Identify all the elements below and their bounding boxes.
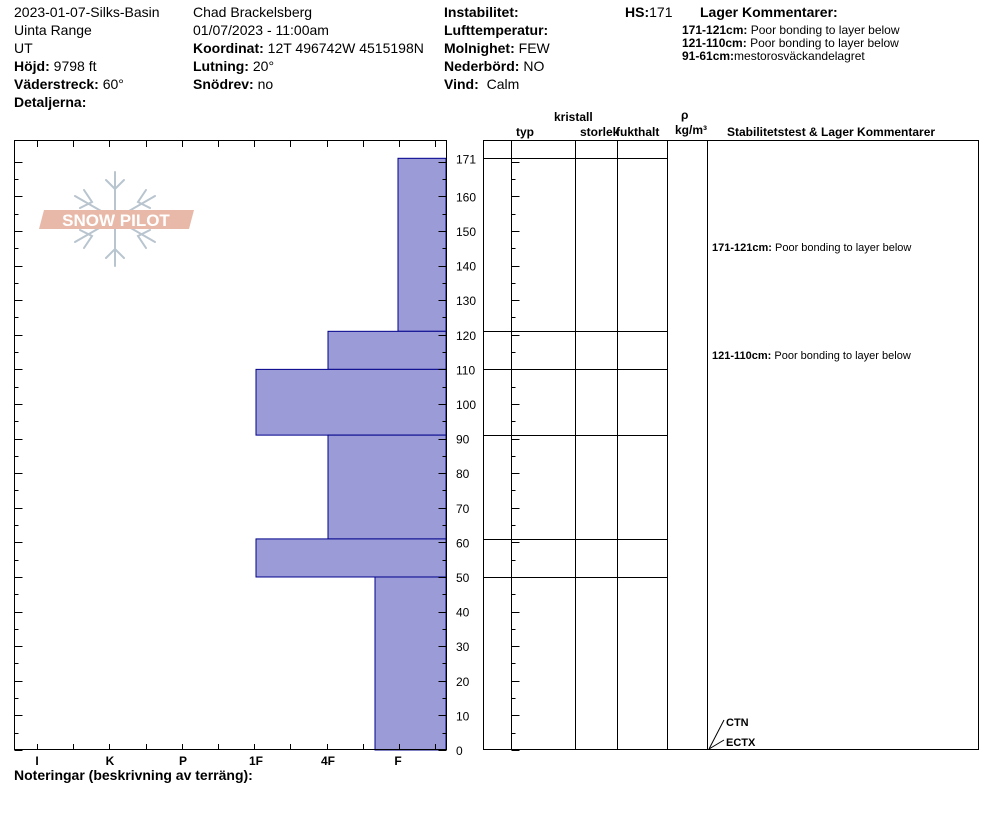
x-tick-label: F [394, 754, 402, 768]
y-tick-label: 90 [456, 432, 470, 447]
observation-datetime: 01/07/2023 - 11:00am [193, 22, 329, 38]
y-tick-label: 70 [456, 501, 470, 516]
hardness-bar [328, 435, 446, 539]
drift-value: no [257, 76, 274, 92]
slope-label: Lutning: [193, 58, 249, 74]
instability-label: Instabilitet: [444, 4, 519, 20]
slope-value: 20° [252, 58, 275, 74]
x-tick-label: P [178, 754, 188, 768]
precip-value: NO [523, 58, 545, 74]
y-tick-label: 150 [456, 224, 477, 239]
rho-header: ρ [681, 108, 689, 122]
wind-label: Vind: [444, 76, 479, 92]
x-tick-label: 1F [248, 754, 264, 768]
y-tick-label: 20 [456, 674, 470, 689]
notes-label: Noteringar (beskrivning av terräng): [14, 767, 253, 783]
stability-test-label: CTN [726, 717, 749, 729]
size-header: storlek [580, 125, 620, 139]
hardness-bar [328, 331, 446, 369]
layer-comments-title: Lager Kommentarer: [700, 4, 838, 20]
moisture-header: fukthalt [616, 125, 660, 139]
y-tick-label: 30 [456, 640, 470, 655]
layer-comment-range: 91-61cm: [682, 49, 735, 63]
hs-value: 171 [649, 4, 673, 20]
stability-comment-text: Poor bonding to layer below [774, 349, 911, 362]
hardness-bar [256, 539, 446, 577]
range-name: Uinta Range [14, 22, 92, 38]
precip-label: Nederbörd: [444, 58, 520, 74]
layer-comment-range: 171-121cm: [682, 23, 748, 37]
wind-value: Calm [486, 76, 520, 92]
layer-comment-text: Poor bonding to layer below [750, 36, 899, 50]
layer-comment-range: 121-110cm: [682, 36, 747, 50]
y-tick-label: 171 [456, 152, 477, 167]
stability-comment-text: Poor bonding to layer below [775, 242, 912, 255]
aspect-label: Väderstreck: [14, 76, 99, 92]
details-label: Detaljerna: [14, 94, 87, 110]
stability-comment-range: 171-121cm: [712, 242, 772, 255]
snowpilot-logo [39, 172, 194, 266]
y-tick-label: 60 [456, 536, 470, 551]
y-tick-label: 50 [456, 570, 470, 585]
y-tick-label: 100 [456, 397, 477, 412]
elevation-label: Höjd: [14, 58, 50, 74]
state-name: UT [14, 40, 33, 56]
clouds-label: Molnighet: [444, 40, 515, 56]
y-tick-label: 110 [456, 363, 476, 378]
layer-table-frame [484, 141, 979, 750]
hardness-bar [256, 369, 446, 435]
density-unit-header: kg/m³ [675, 123, 708, 137]
aspect-value: 60° [102, 76, 124, 92]
logo-text: SNOW PILOT [62, 211, 170, 230]
y-tick-label: 140 [456, 259, 477, 274]
drift-label: Snödrev: [193, 76, 254, 92]
x-tick-label: K [105, 754, 115, 768]
clouds-value: FEW [518, 40, 550, 56]
layer-comment-text: mestorosväckandelagret [734, 49, 865, 63]
x-tick-label: I [35, 754, 39, 768]
stability-comment-2 [712, 350, 911, 362]
y-tick-label: 80 [456, 467, 470, 482]
observer-name: Chad Brackelsberg [193, 4, 313, 20]
y-tick-label: 40 [456, 605, 470, 620]
y-tick-label: 120 [456, 328, 477, 343]
stability-comment-1 [712, 242, 911, 254]
type-header: typ [516, 125, 534, 139]
air-temp-label: Lufttemperatur: [444, 22, 549, 38]
hardness-bar [375, 577, 446, 750]
y-tick-label: 160 [456, 190, 477, 205]
elevation-value: 9798 ft [53, 58, 97, 74]
y-tick-label: 0 [456, 744, 463, 758]
y-tick-label: 130 [456, 294, 477, 309]
coordinate-label: Koordinat: [193, 40, 264, 56]
crystal-header: kristall [554, 110, 593, 124]
site-name: 2023-01-07-Silks-Basin [14, 4, 160, 20]
hardness-bar [398, 158, 446, 331]
hs-label: HS: [625, 4, 650, 20]
x-tick-label: 4F [320, 754, 336, 768]
coordinate-value: 12T 496742W 4515198N [267, 40, 424, 56]
stability-header: Stabilitetstest & Lager Kommentarer [727, 125, 936, 139]
stability-comment-range: 121-110cm: [712, 349, 772, 362]
y-tick-label: 10 [456, 709, 470, 724]
layer-comment-text: Poor bonding to layer below [750, 23, 900, 37]
stability-test-label: ECTX [726, 737, 756, 749]
